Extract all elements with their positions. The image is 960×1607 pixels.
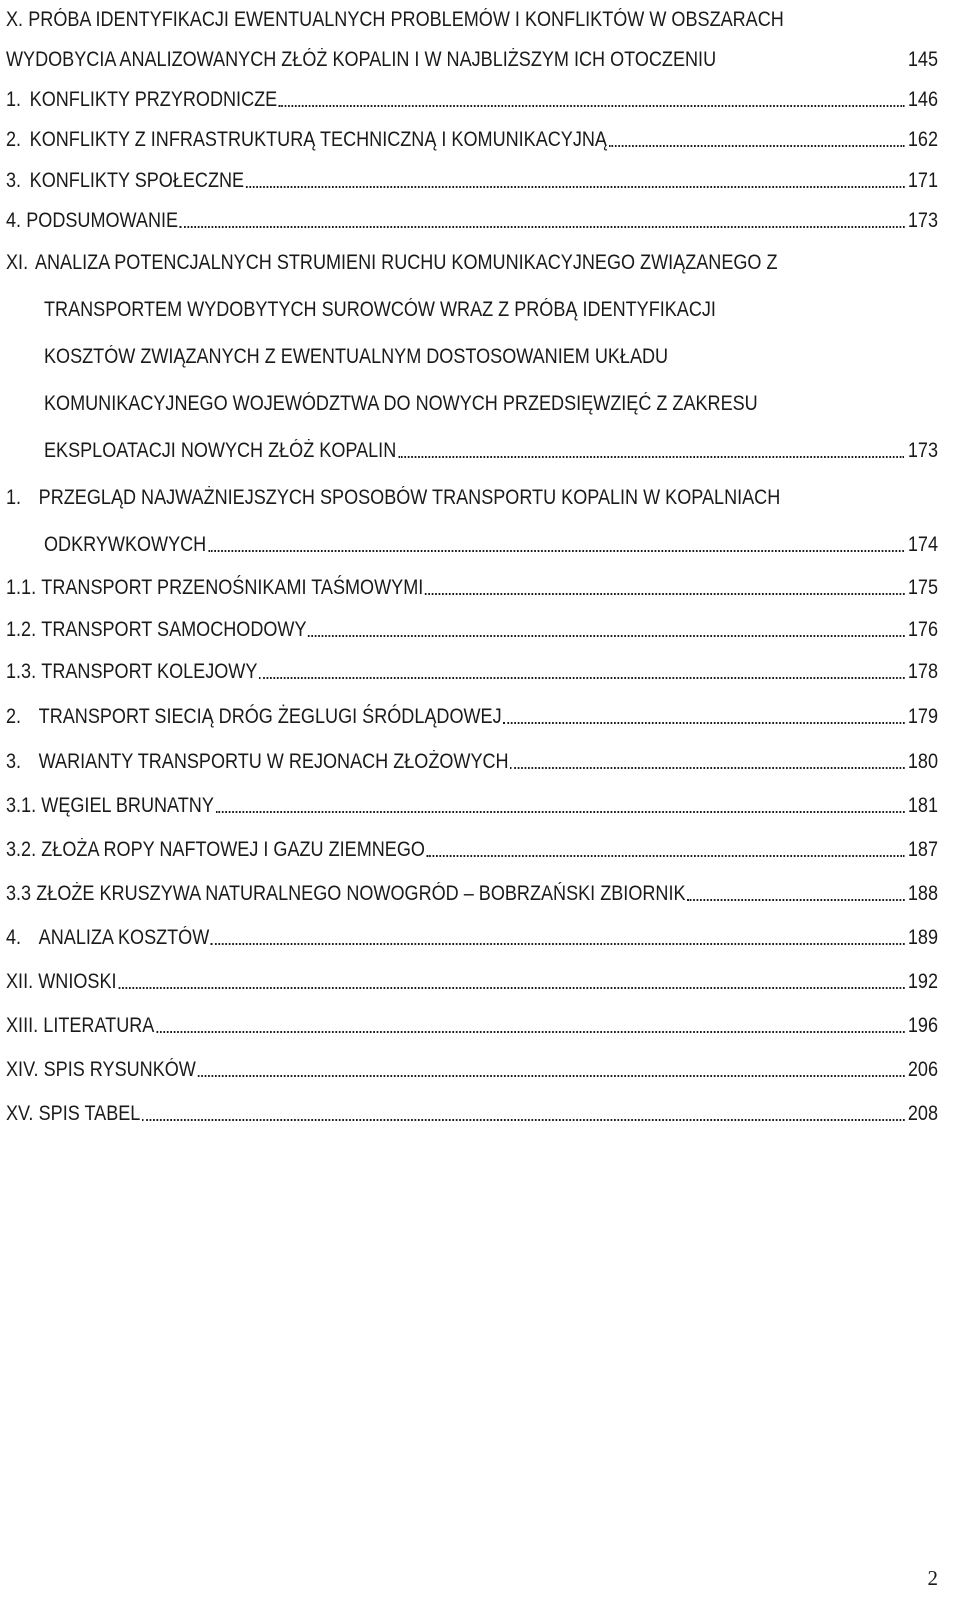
toc-leader-dots [609, 145, 905, 147]
toc-entry-title: PODSUMOWANIE [26, 209, 179, 232]
toc-entry-number: 3. [6, 750, 22, 773]
toc-entry[interactable] [6, 1006, 938, 1038]
toc-entry-title: KONFLIKTY SPOŁECZNE [29, 169, 245, 192]
toc-entry[interactable] [6, 697, 938, 729]
toc-leader-dots [503, 722, 904, 724]
toc-entry-page: 180 [907, 750, 938, 773]
toc-entry-page: 173 [907, 209, 938, 232]
toc-entry-title: WNIOSKI [38, 970, 117, 993]
toc-entry[interactable] [6, 918, 938, 950]
toc-entry-title: TRANSPORTEM WYDOBYTYCH SUROWCÓW WRAZ Z PRÓBĄ IDENTYFIKACJI [44, 298, 716, 321]
toc-entry-title: WARIANTY TRANSPORTU W REJONACH ZŁOŻOWYCH [38, 750, 509, 773]
toc-entry[interactable] [6, 610, 938, 642]
toc-entry-number: 3.3 [6, 882, 32, 905]
toc-entry[interactable] [44, 525, 938, 557]
toc-entry-title: PRZEGLĄD NAJWAŻNIEJSZYCH SPOSOBÓW TRANSPORTU KOPALIN W KOPALNIACH [38, 486, 781, 509]
toc-entry-title: WYDOBYCIA ANALIZOWANYCH ZŁÓŻ KOPALIN I W NAJBLIŻSZYM ICH OTOCZENIU [6, 48, 717, 71]
toc-leader-dots [211, 943, 904, 945]
toc-entry-line [6, 0, 954, 32]
toc-entry-title: ZŁOŻA ROPY NAFTOWEJ I GAZU ZIEMNEGO [41, 838, 425, 861]
toc-entry-page: 181 [907, 794, 938, 817]
toc-entry-line [44, 384, 938, 416]
toc-entry-number: X. [6, 8, 24, 31]
page-number: 2 [927, 1566, 938, 1590]
toc-leader-dots [398, 456, 904, 458]
toc-entry-page: 188 [907, 882, 938, 905]
toc-leader-dots [142, 1119, 904, 1121]
toc-entry[interactable] [6, 742, 938, 774]
toc-entry[interactable] [6, 962, 938, 994]
toc-entry-title: TRANSPORT PRZENOŚNIKAMI TAŚMOWYMI [41, 576, 424, 599]
toc-entry-line [6, 478, 954, 510]
toc-entry-number: XIV. [6, 1058, 39, 1081]
toc-entry-page: 189 [907, 926, 938, 949]
toc-leader-dots [308, 635, 904, 637]
toc-leader-dots [118, 987, 904, 989]
toc-leader-dots [427, 855, 905, 857]
toc-entry-page: 173 [907, 439, 938, 462]
toc-entry-title: TRANSPORT KOLEJOWY [41, 660, 258, 683]
toc-entry-page: 178 [907, 660, 938, 683]
toc-entry-title: KOSZTÓW ZWIĄZANYCH Z EWENTUALNYM DOSTOSOWANIEM UKŁADU [44, 345, 669, 368]
toc-leader-dots [156, 1031, 904, 1033]
toc-leader-dots [510, 767, 904, 769]
toc-leader-dots [198, 1075, 905, 1077]
toc-entry-title: WĘGIEL BRUNATNY [41, 794, 214, 817]
toc-entry[interactable] [6, 120, 938, 152]
toc-entry-number: 1. [6, 88, 22, 111]
toc-entry-title: PRÓBA IDENTYFIKACJI EWENTUALNYCH PROBLEMÓW I KONFLIKTÓW W OBSZARACH [28, 8, 784, 31]
toc-entry-title: TRANSPORT SAMOCHODOWY [41, 618, 307, 641]
toc-entry-page: 162 [907, 128, 938, 151]
toc-leader-dots [246, 186, 905, 188]
toc-leader-dots [425, 593, 904, 595]
toc-entry-number: XV. [6, 1102, 34, 1125]
toc-entry-number: XI. [6, 251, 29, 274]
toc-entry-title: KONFLIKTY Z INFRASTRUKTURĄ TECHNICZNĄ I KOMUNIKACYJNĄ [29, 128, 607, 151]
toc-entry-title: EKSPLOATACJI NOWYCH ZŁÓŻ KOPALIN [44, 439, 397, 462]
toc-entry[interactable] [6, 874, 938, 906]
toc-entry-number: XIII. [6, 1014, 39, 1037]
toc-leader-dots [279, 105, 905, 107]
toc-entry-page: 196 [907, 1014, 938, 1037]
toc-entry[interactable] [6, 786, 938, 818]
toc-entry-title: KONFLIKTY PRZYRODNICZE [29, 88, 278, 111]
toc-entry-page: 208 [907, 1102, 938, 1125]
toc-entry-number: 2. [6, 705, 22, 728]
toc-entry-title: ZŁOŻE KRUSZYWA NATURALNEGO NOWOGRÓD – BOBRZAŃSKI ZBIORNIK [36, 882, 686, 905]
toc-entry-title: SPIS TABEL [38, 1102, 141, 1125]
toc-entry-page: 206 [907, 1058, 938, 1081]
toc-entry-title: SPIS RYSUNKÓW [43, 1058, 196, 1081]
toc-entry[interactable] [6, 568, 938, 600]
toc-entry-number: 1. [6, 486, 22, 509]
toc-entry-number: 3. [6, 169, 22, 192]
toc-entry[interactable] [6, 1050, 938, 1082]
toc-entry-page: 179 [907, 705, 938, 728]
toc-entry[interactable] [6, 830, 938, 862]
toc-entry-number: 3.2. [6, 838, 37, 861]
toc-entry-title: ODKRYWKOWYCH [44, 533, 207, 556]
toc-entry-title: ANALIZA KOSZTÓW [38, 926, 210, 949]
toc-entry-number: XII. [6, 970, 34, 993]
toc-leader-dots [259, 677, 904, 679]
toc-leader-dots [208, 550, 904, 552]
toc-entry[interactable] [6, 80, 938, 112]
toc-entry-page: 146 [907, 88, 938, 111]
toc-entry[interactable] [6, 201, 938, 233]
toc-entry-number: 3.1. [6, 794, 37, 817]
toc-entry-number: 4. [6, 209, 22, 232]
toc-entry-line [44, 337, 938, 369]
toc-entry-number: 4. [6, 926, 22, 949]
toc-entry-title: LITERATURA [43, 1014, 155, 1037]
toc-entry-page: 192 [907, 970, 938, 993]
toc-entry-line [6, 40, 938, 72]
toc-entry-page: 187 [907, 838, 938, 861]
toc-entry-page: 145 [907, 48, 938, 71]
toc-entry-number: 1.1. [6, 576, 37, 599]
toc-entry[interactable] [6, 161, 938, 193]
toc-entry-page: 171 [907, 169, 938, 192]
toc-entry-line [6, 243, 954, 275]
toc-entry[interactable] [6, 1094, 938, 1126]
toc-entry-page: 174 [907, 533, 938, 556]
toc-entry-title: ANALIZA POTENCJALNYCH STRUMIENI RUCHU KOMUNIKACYJNEGO ZWIĄZANEGO Z [34, 251, 778, 274]
toc-leader-dots [687, 899, 904, 901]
toc-entry-title: TRANSPORT SIECIĄ DRÓG ŻEGLUGI ŚRÓDLĄDOWEJ [38, 705, 502, 728]
toc-leader-dots [216, 811, 905, 813]
toc-entry-title: KOMUNIKACYJNEGO WOJEWÓDZTWA DO NOWYCH PRZEDSIĘWZIĘĆ Z ZAKRESU [44, 392, 758, 415]
toc-entry-page: 175 [907, 576, 938, 599]
toc-entry[interactable] [44, 431, 938, 463]
toc-entry-number: 1.2. [6, 618, 37, 641]
toc-entry-number: 2. [6, 128, 22, 151]
toc-entry-page: 176 [907, 618, 938, 641]
toc-entry-number: 1.3. [6, 660, 37, 683]
toc-leader-dots [180, 226, 905, 228]
toc-entry-line [44, 290, 938, 322]
toc-entry[interactable] [6, 652, 938, 684]
